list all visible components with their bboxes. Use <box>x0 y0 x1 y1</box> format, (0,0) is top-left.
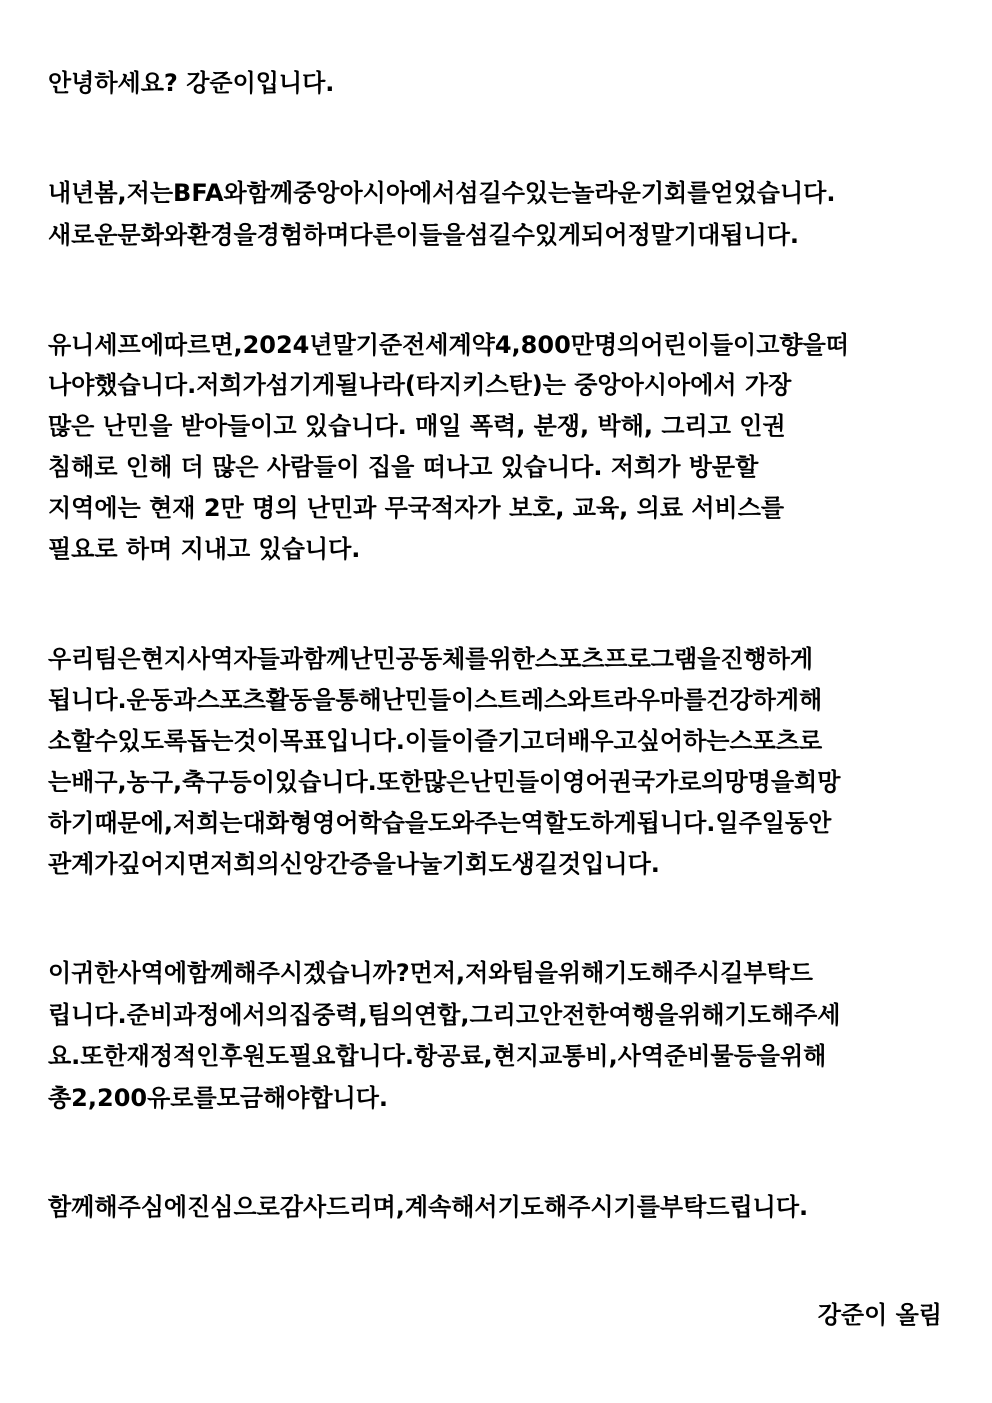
paragraph-3-line-2: 됩니다.운동과스포츠활동을통해난민들이스트레스와트라우마를건강하게해 <box>48 686 823 714</box>
greeting: 안녕하세요? 강준이입니다. <box>48 69 335 97</box>
paragraph-1-line-1: 내년봄,저는BFA와함께중앙아시아에서섬길수있는놀라운기회를얻었습니다. <box>48 179 836 207</box>
paragraph-2-line-4: 침해로 인해 더 많은 사람들이 집을 떠나고 있습니다. 저희가 방문할 <box>48 453 759 481</box>
paragraph-4-line-2: 립니다.준비과정에서의집중력,팀의연합,그리고안전한여행을위해기도해주세 <box>48 1001 841 1029</box>
paragraph-2-line-2: 나야했습니다.저희가섬기게될나라(타지키스탄)는 중앙아시아에서 가장 <box>48 371 792 399</box>
paragraph-2-line-5: 지역에는 현재 2만 명의 난민과 무국적자가 보호, 교육, 의료 서비스를 <box>48 494 785 522</box>
paragraph-1-line-2: 새로운문화와환경을경험하며다른이들을섬길수있게되어정말기대됩니다. <box>48 221 800 249</box>
paragraph-2-line-1: 유니세프에따르면,2024년말기준전세계약4,800만명의어린이들이고향을떠 <box>48 331 849 359</box>
paragraph-3-line-4: 는배구,농구,축구등이있습니다.또한많은난민들이영어권국가로의망명을희망 <box>48 768 841 796</box>
signature: 강준이 올림 <box>817 1301 942 1329</box>
paragraph-4-line-3: 요.또한재정적인후원도필요합니다.항공료,현지교통비,사역준비물등을위해 <box>48 1042 827 1070</box>
paragraph-4-line-4: 총2,200유로를모금해야합니다. <box>48 1084 389 1112</box>
paragraph-4-line-1: 이귀한사역에함께해주시겠습니까?먼저,저와팀을위해기도해주시길부탁드 <box>48 959 813 987</box>
paragraph-2-line-3: 많은 난민을 받아들이고 있습니다. 매일 폭력, 분쟁, 박해, 그리고 인권 <box>48 412 786 440</box>
paragraph-2-line-6: 필요로 하며 지내고 있습니다. <box>48 535 361 563</box>
paragraph-3-line-5: 하기때문에,저희는대화형영어학습을도와주는역할도하게됩니다.일주일동안 <box>48 809 832 837</box>
paragraph-3-line-1: 우리팀은현지사역자들과함께난민공동체를위한스포츠프로그램을진행하게 <box>48 645 814 673</box>
paragraph-3-line-3: 소할수있도록돕는것이목표입니다.이들이즐기고더배우고싶어하는스포츠로 <box>48 727 823 755</box>
closing-line: 함께해주심에진심으로감사드리며,계속해서기도해주시기를부탁드립니다. <box>48 1193 809 1221</box>
paragraph-3-line-6: 관계가깊어지면저희의신앙간증을나눌기회도생길것입니다. <box>48 850 660 878</box>
